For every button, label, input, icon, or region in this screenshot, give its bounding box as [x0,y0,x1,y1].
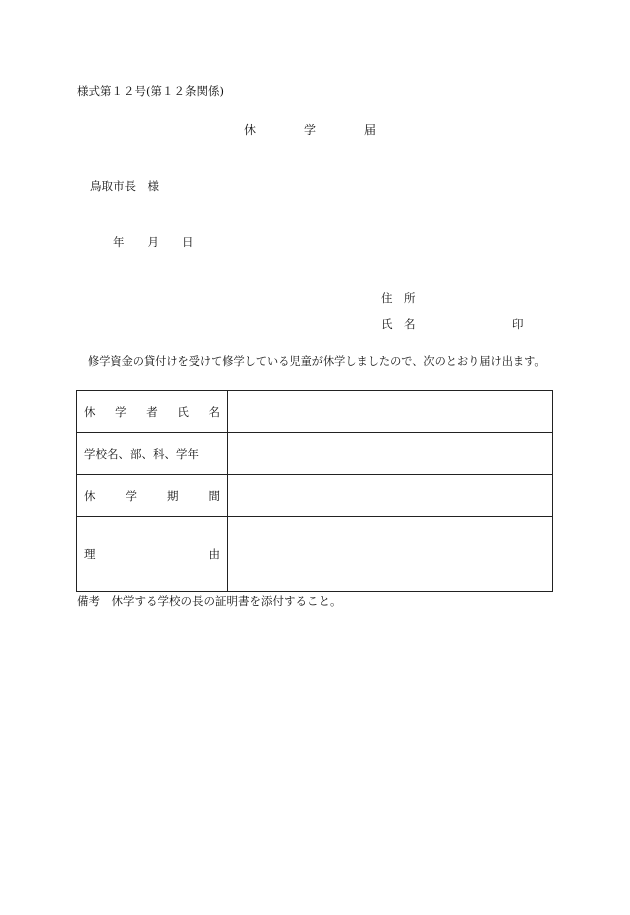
label-student-name [77,391,228,433]
label-char: 名 [208,404,220,419]
table-row [77,475,553,517]
label-leave-period [77,475,228,517]
label-text: 学校名、部、科、学年 [84,446,199,461]
label-school [77,433,228,475]
label-char: 氏 [177,404,189,419]
form-number: 様式第１２号(第１２条関係) [77,84,224,98]
label-reason [77,517,228,592]
statement-text: 修学資金の貸付けを受けて修学している児童が休学しましたので、次のとおり届け出ます。 [88,355,546,368]
label-char: 休 [84,488,96,503]
document-title [244,124,376,136]
label-char: 由 [208,547,220,561]
label-char: 学 [115,404,127,419]
title-char: 学 [304,123,317,137]
address-label: 住 所 [381,291,416,305]
remark-note: 備考 休学する学校の長の証明書を添付すること。 [77,594,342,608]
date-line: 年 月 日 [113,235,194,249]
value-reason[interactable] [228,517,553,592]
seal-label: 印 [512,317,524,331]
title-char: 休 [244,123,257,137]
addressee: 鳥取市長 様 [90,179,159,193]
value-student-name[interactable] [228,391,553,433]
title-char: 届 [364,123,377,137]
table-row [77,433,553,475]
table-row [77,517,553,592]
leave-form-table [76,390,553,592]
name-label: 氏 名 [381,317,416,331]
label-char: 期 [167,488,179,503]
label-char: 休 [84,404,96,419]
label-char: 者 [146,404,158,419]
table-row [77,391,553,433]
label-char: 理 [84,547,96,561]
label-char: 間 [208,488,220,503]
value-school[interactable] [228,433,553,475]
value-leave-period[interactable] [228,475,553,517]
label-char: 学 [125,488,137,503]
